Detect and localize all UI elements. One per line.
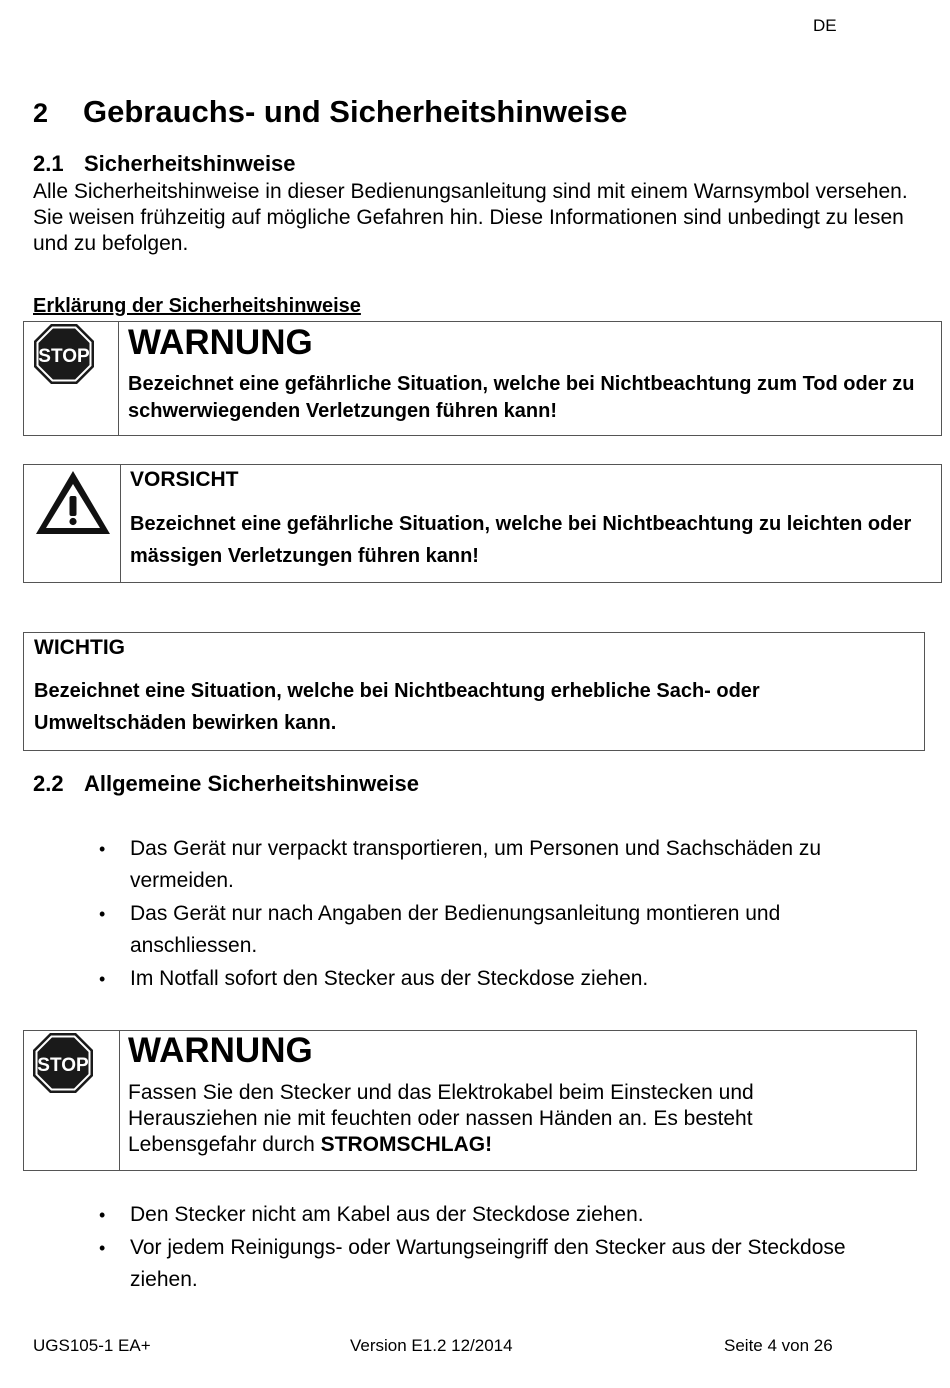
explanation-heading: Erklärung der Sicherheitshinweise — [33, 295, 361, 317]
stop-sign-label: STOP — [38, 346, 90, 367]
warning-box-2 — [23, 1030, 917, 1171]
warning-description: Bezeichnet eine gefährliche Situation, welche bei Nichtbeachtung zum Tod oder zu schwerwiegenden Verletzungen führen kann! — [128, 373, 915, 422]
warning-title: WARNUNG — [128, 323, 313, 362]
warning-icon-cell — [24, 322, 119, 435]
bullet: • — [99, 1205, 106, 1225]
list-item — [33, 833, 903, 897]
footer-page-number: Seite 4 von 26 — [724, 1336, 833, 1355]
list-item-text: Den Stecker nicht am Kabel aus der Steckdose ziehen. — [130, 1203, 644, 1226]
caution-description: Bezeichnet eine gefährliche Situation, welche bei Nichtbeachtung zu leichten oder mässigen Verletzungen führen kann! — [130, 513, 912, 567]
bullet: • — [99, 1238, 106, 1258]
subsection-number: 2.1 — [33, 151, 64, 176]
language-code: DE — [813, 16, 837, 35]
list-item-text: Das Gerät nur verpackt transportieren, um Personen und Sachschäden zu vermeiden. — [130, 837, 822, 892]
bullet: • — [99, 839, 106, 859]
list-item — [33, 898, 903, 962]
subsection-heading-2-2 — [33, 771, 419, 797]
warning2-description-text: Fassen Sie den Stecker und das Elektrokabel beim Einstecken und Herausziehen nie mit feuchten oder nassen Händen an. Es besteht Lebensgefahr durch — [128, 1081, 754, 1156]
footer-version: Version E1.2 12/2014 — [350, 1336, 513, 1355]
warning2-text-cell — [128, 1031, 916, 1170]
section-heading — [33, 94, 627, 130]
section-title: Gebrauchs- und Sicherheitshinweise — [83, 94, 628, 129]
plug-safety-list — [33, 1199, 903, 1297]
stop-sign-label: STOP — [37, 1055, 89, 1076]
caution-box — [23, 464, 942, 583]
subsection-heading-2-1 — [33, 151, 296, 177]
section-number: 2 — [33, 98, 49, 128]
warning2-title: WARNUNG — [128, 1031, 313, 1070]
warning-box — [23, 321, 942, 436]
warning2-icon-cell — [24, 1031, 120, 1170]
stop-sign-icon — [31, 1031, 95, 1095]
intro-paragraph: Alle Sicherheitshinweise in dieser Bedienungsanleitung sind mit einem Warnsymbol versehen. Sie weisen frühzeitig auf mögliche Gefahren hin. Diese Informationen sind unbedingt zu lesen und zu befolgen. — [33, 180, 908, 255]
subsection2-number: 2.2 — [33, 771, 64, 796]
warning2-description — [128, 1080, 858, 1158]
list-item-text: Vor jedem Reinigungs- oder Wartungseingriff den Stecker aus der Steckdose ziehen. — [130, 1236, 846, 1291]
caution-title: VORSICHT — [130, 468, 239, 491]
bullet: • — [99, 904, 106, 924]
warning-triangle-icon — [34, 468, 112, 536]
caution-text-cell — [130, 465, 941, 582]
stop-sign-icon — [32, 322, 96, 386]
subsection-title: Sicherheitshinweise — [84, 151, 296, 176]
important-title: WICHTIG — [34, 636, 125, 659]
list-item-text: Im Notfall sofort den Stecker aus der Steckdose ziehen. — [130, 967, 649, 990]
bullet: • — [99, 969, 106, 989]
important-box — [23, 632, 925, 751]
important-description: Bezeichnet eine Situation, welche bei Nichtbeachtung erhebliche Sach- oder Umweltschäden bewirken kann. — [34, 680, 760, 734]
list-item-text: Das Gerät nur nach Angaben der Bedienungsanleitung montieren und anschliessen. — [130, 902, 781, 957]
warning-text-cell — [128, 322, 941, 435]
list-item — [33, 963, 903, 995]
caution-icon-cell — [24, 465, 121, 582]
list-item — [33, 1232, 903, 1296]
list-item — [33, 1199, 903, 1231]
subsection2-title: Allgemeine Sicherheitshinweise — [84, 771, 420, 796]
general-safety-list — [33, 833, 903, 996]
warning2-emphasis: STROMSCHLAG! — [320, 1133, 493, 1156]
footer-model: UGS105-1 EA+ — [33, 1336, 151, 1355]
